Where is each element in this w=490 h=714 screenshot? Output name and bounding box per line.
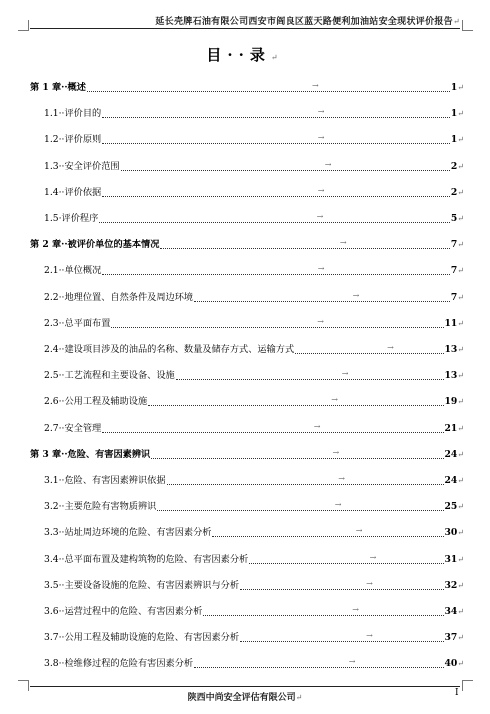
paragraph-mark: ↵: [452, 17, 460, 26]
toc-entry-page-number: 13: [444, 370, 458, 382]
toc-leader-dots: [102, 184, 450, 197]
crop-mark-top-right: [462, 20, 473, 31]
toc-entry-label: 第 3 章··危险、有害因素辨识: [30, 448, 151, 460]
page-header: [30, 14, 460, 27]
tab-mark: →: [352, 290, 360, 300]
tab-mark: →: [334, 500, 342, 510]
tab-mark: →: [387, 343, 394, 352]
toc-entry-page-number: 7: [450, 265, 458, 277]
toc-entry-label: 1.1··评价目的: [44, 108, 102, 120]
toc-entry-page-number: 5: [450, 213, 458, 224]
paragraph-mark: ↵: [457, 502, 464, 512]
toc-entry-page-number: 30: [444, 527, 458, 539]
toc-entry-page-number: 31: [444, 553, 458, 565]
toc-entry-label: 2.4··建设项目涉及的油品的名称、数量及储存方式、运输方式: [44, 344, 295, 355]
toc-leader-dots: [194, 289, 450, 302]
toc-entry-page-number: 7: [450, 291, 458, 303]
toc-entry[interactable]: [44, 340, 464, 356]
toc-title: [0, 44, 490, 65]
toc-entry-page-number: 1: [450, 82, 458, 93]
paragraph-mark: ↵: [457, 318, 464, 328]
toc-title-text: 目··录: [206, 46, 271, 64]
paragraph-mark: ↵: [457, 397, 464, 407]
paragraph-mark: ↵: [457, 554, 464, 564]
toc-leader-dots: [102, 420, 443, 433]
toc-entry-page-number: 13: [444, 344, 458, 355]
toc-entry[interactable]: [44, 104, 464, 120]
paragraph-mark: ↵: [457, 423, 464, 433]
toc-entry[interactable]: [44, 392, 464, 408]
header-rule: [30, 28, 460, 29]
toc-entry-page-number: 2: [450, 160, 458, 172]
toc-entry[interactable]: [30, 78, 464, 94]
toc-entry-page-number: 7: [450, 239, 458, 251]
toc-leader-dots: [121, 158, 450, 171]
footer-text: 陕西中尚安全评估有限公司: [187, 693, 296, 703]
toc-entry-page-number: 24: [444, 448, 458, 460]
toc-entry-page-number: 25: [444, 501, 458, 513]
toc-leader-dots: [176, 367, 444, 380]
paragraph-mark: ↵: [457, 240, 464, 250]
toc-leader-dots: [203, 603, 443, 616]
toc-entry-page-number: 40: [444, 658, 458, 670]
toc-entry[interactable]: [44, 288, 464, 304]
toc-entry[interactable]: [44, 209, 464, 225]
toc-entry-page-number: 24: [444, 475, 458, 486]
tab-mark: →: [317, 316, 324, 326]
footer-rule: [30, 686, 460, 687]
toc-entry-label: 3.8··检维修过程的危险有害因素分析: [44, 658, 194, 670]
tab-mark: →: [352, 605, 359, 614]
toc-entry[interactable]: [44, 576, 464, 592]
toc-leader-dots: [151, 446, 443, 459]
toc-entry[interactable]: [44, 628, 464, 644]
toc-entry-label: 2.2··地理位置、自然条件及周边环境: [44, 291, 194, 303]
paragraph-mark: ↵: [295, 693, 303, 702]
toc-entry[interactable]: [44, 130, 464, 146]
toc-entry-page-number: 11: [444, 317, 458, 329]
toc-entry-page-number: 37: [444, 632, 458, 644]
crop-mark-top-left: [18, 20, 29, 31]
tab-mark: →: [369, 552, 377, 562]
toc-leader-dots: [87, 79, 450, 92]
paragraph-mark: ↵: [457, 345, 464, 354]
tab-mark: →: [317, 185, 325, 195]
paragraph-mark: ↵: [457, 83, 464, 92]
tab-mark: →: [311, 81, 319, 90]
toc-entry-label: 3.1··危险、有害因素辨识依据: [44, 475, 166, 486]
paragraph-mark: ↵: [457, 633, 464, 643]
toc-entry-label: 2.3··总平面布置: [44, 317, 111, 329]
toc-leader-dots: [167, 472, 444, 485]
tab-mark: →: [317, 264, 325, 274]
tab-mark: →: [341, 369, 349, 379]
toc-entry-page-number: 2: [450, 186, 458, 198]
paragraph-mark: ↵: [457, 266, 464, 276]
paragraph-mark: ↵: [457, 161, 464, 171]
toc-entry[interactable]: [44, 550, 464, 566]
toc-entry-page-number: 34: [444, 606, 458, 617]
toc-entry-label: 2.7··安全管理: [44, 422, 102, 434]
toc-leader-dots: [160, 236, 449, 249]
paragraph-mark: ↵: [457, 135, 464, 145]
paragraph-mark: ↵: [457, 580, 464, 590]
tab-mark: →: [355, 526, 363, 536]
paragraph-mark: ↵: [457, 528, 464, 538]
toc-entry-label: 第 1 章··概述: [30, 82, 86, 93]
toc-entry[interactable]: [30, 235, 464, 251]
toc-entry-label: 1.3··安全评价范围: [44, 160, 120, 172]
toc-entry-page-number: 1: [450, 134, 458, 146]
toc-leader-dots: [212, 524, 443, 537]
paragraph-mark: ↵: [270, 53, 284, 62]
tab-mark: →: [339, 238, 347, 248]
toc-entry-page-number: 1: [450, 108, 458, 120]
toc-entry[interactable]: [44, 314, 464, 330]
toc-leader-dots: [111, 315, 443, 328]
toc-entry[interactable]: [44, 183, 464, 199]
tab-mark: →: [324, 159, 332, 169]
toc-leader-dots: [157, 498, 443, 511]
toc-leader-dots: [249, 551, 443, 564]
tab-mark: →: [366, 578, 373, 588]
paragraph-mark: ↵: [457, 476, 464, 485]
toc-entry-label: 1.4··评价依据: [44, 186, 102, 198]
header-text: 延长壳牌石油有限公司西安市阎良区蓝天路便利加油站安全现状评价报告: [155, 17, 453, 27]
tab-mark: →: [317, 133, 325, 143]
toc-entry-label: 3.4··总平面布置及建构筑物的危险、有害因素分析: [44, 553, 249, 565]
toc-entry[interactable]: [44, 497, 464, 513]
toc-entry[interactable]: [30, 445, 464, 461]
toc-entry-label: 3.5··主要设备设施的危险、有害因素辨识与分析: [44, 579, 240, 591]
paragraph-mark: ↵: [457, 187, 464, 197]
toc-entry[interactable]: [44, 366, 464, 382]
toc-entry-page-number: 21: [444, 422, 458, 434]
tab-mark: →: [366, 631, 373, 641]
toc-entry-label: 2.6··公用工程及辅助设施: [44, 396, 148, 408]
tab-mark: →: [332, 447, 340, 457]
toc-leader-dots: [102, 105, 450, 118]
footer-page-number: I: [455, 688, 459, 698]
toc-entry-label: 3.2··主要危险有害物质辨识: [44, 501, 157, 513]
toc-entry[interactable]: [44, 157, 464, 173]
toc-leader-dots: [194, 655, 443, 668]
toc-entry[interactable]: [44, 261, 464, 277]
toc-entry-page-number: 32: [444, 579, 458, 591]
paragraph-mark: ↵: [457, 607, 464, 616]
paragraph-mark: ↵: [457, 371, 464, 381]
toc-entry[interactable]: [44, 471, 464, 487]
toc-entry-label: 3.3··站址周边环境的危险、有害因素分析: [44, 527, 212, 539]
paragraph-mark: ↵: [457, 214, 464, 223]
paragraph-mark: ↵: [457, 449, 464, 459]
paragraph-mark: ↵: [457, 109, 464, 119]
paragraph-mark: ↵: [457, 292, 464, 302]
page-footer: [0, 690, 490, 703]
tab-mark: →: [313, 421, 321, 431]
toc-leader-dots: [240, 577, 443, 590]
toc-entry[interactable]: [44, 654, 464, 670]
toc-entry-page-number: 19: [444, 396, 458, 408]
tab-mark: →: [348, 657, 356, 667]
toc-leader-dots: [295, 341, 443, 354]
toc-leader-dots: [102, 131, 450, 144]
toc-leader-dots: [148, 393, 443, 406]
toc-entry[interactable]: [44, 602, 464, 618]
toc-leader-dots: [99, 210, 450, 223]
toc-leader-dots: [102, 262, 450, 275]
toc-entry-label: 第 2 章··被评价单位的基本情况: [30, 239, 160, 251]
tab-mark: →: [317, 107, 325, 117]
tab-mark: →: [331, 395, 338, 405]
toc-entry-label: 3.6··运营过程中的危险、有害因素分析: [44, 606, 203, 617]
toc-entry[interactable]: [44, 523, 464, 539]
toc-entry-label: 2.5··工艺流程和主要设备、设施: [44, 370, 175, 382]
tab-mark: →: [338, 474, 345, 483]
toc-entry-label: 3.7··公用工程及辅助设施的危险、有害因素分析: [44, 632, 240, 644]
tab-mark: →: [316, 212, 324, 221]
toc-entry-label: 1.2··评价原则: [44, 134, 102, 146]
toc-entry[interactable]: [44, 419, 464, 435]
toc-entry-label: 2.1··单位概况: [44, 265, 102, 277]
toc-entry-label: 1.5·评价程序: [44, 213, 99, 224]
toc-leader-dots: [240, 629, 443, 642]
paragraph-mark: ↵: [457, 659, 464, 669]
